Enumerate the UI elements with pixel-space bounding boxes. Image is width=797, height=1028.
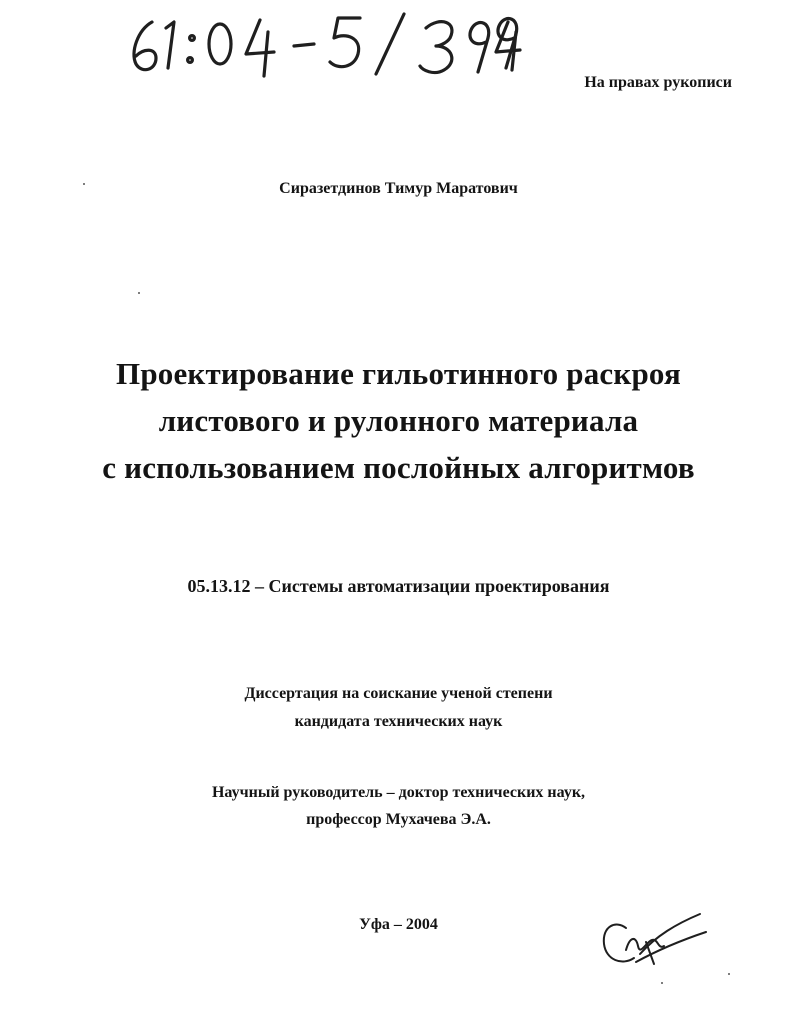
signature <box>596 906 716 986</box>
supervisor-line-2: профессор Мухачева Э.А. <box>306 811 491 828</box>
degree-line-2: кандидата технических наук <box>294 713 503 730</box>
place-year: Уфа – 2004 <box>359 916 438 933</box>
title-line-1: Проектирование гильотинного раскроя <box>116 356 681 391</box>
author-name: Сиразетдинов Тимур Маратович <box>279 180 518 197</box>
scan-speck <box>138 292 140 294</box>
rights-note: На правах рукописи <box>584 74 732 91</box>
supervisor-line-1: Научный руководитель – доктор технических наук, <box>211 784 586 801</box>
archive-mark <box>122 8 522 82</box>
scan-speck <box>728 973 730 975</box>
degree-line-1: Диссертация на соискание ученой степени <box>244 685 553 702</box>
title-line-3: с использованием послойных алгоритмов <box>102 450 695 485</box>
specialty-code: 05.13.12 – Системы автоматизации проектирования <box>187 576 610 596</box>
title-line-2: листового и рулонного материала <box>158 403 639 438</box>
signature-drawing <box>596 906 716 986</box>
scan-speck <box>661 982 663 984</box>
scan-speck <box>83 183 85 185</box>
archive-mark-drawing <box>122 8 522 82</box>
